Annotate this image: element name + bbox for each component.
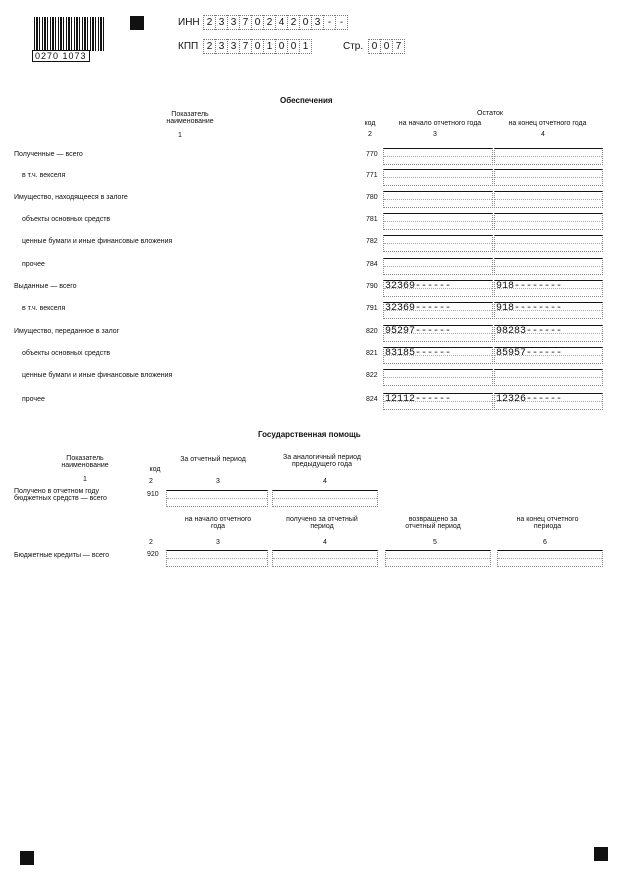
security-row-start-value: 32369------ (385, 303, 452, 314)
aid-col-b-num4: 4 (323, 539, 327, 546)
barcode-icon (34, 17, 106, 51)
aid-col-current-header: За отчетный период (180, 456, 246, 463)
section-title-state-aid: Государственная помощь (258, 430, 361, 439)
aid-col-b-start-header: на начало отчетного года (184, 516, 252, 530)
digit-cell[interactable]: 0 (275, 39, 287, 54)
inn-field (203, 15, 348, 30)
security-row-code: 824 (366, 396, 378, 403)
digit-cell[interactable]: - (335, 15, 348, 30)
digit-cell[interactable]: 4 (275, 15, 287, 30)
kpp-field (203, 39, 312, 54)
security-row-end-field[interactable] (494, 213, 603, 230)
digit-cell[interactable]: 2 (287, 15, 299, 30)
digit-cell[interactable]: 7 (392, 39, 405, 54)
digit-cell[interactable]: 3 (311, 15, 323, 30)
security-row-code: 781 (366, 216, 378, 223)
row-920-start-field[interactable] (166, 550, 268, 567)
security-row-code: 821 (366, 350, 378, 357)
security-row-label: ценные бумаги и иные финансовые вложения (22, 238, 173, 245)
row-920-received-field[interactable] (272, 550, 378, 567)
aid-col-b-received-header: получено за отчетный период (286, 516, 358, 530)
digit-cell[interactable]: 0 (251, 15, 263, 30)
inn-label: ИНН (178, 17, 200, 28)
aid-col-prev-header: За аналогичный период предыдущего года (283, 454, 361, 468)
security-row-start-field[interactable] (383, 148, 493, 165)
security-row-label: прочее (22, 261, 45, 268)
security-row-start-value: 95297------ (385, 326, 452, 337)
digit-cell[interactable]: 3 (215, 39, 227, 54)
aid-col-b-num3: 3 (216, 539, 220, 546)
row-910-code: 910 (147, 491, 159, 498)
col-indicator-header: Показатель наименование (166, 111, 214, 125)
digit-cell[interactable]: 7 (239, 15, 251, 30)
security-row-start-field[interactable] (383, 169, 493, 186)
corner-marker-icon (130, 16, 144, 30)
security-row-code: 822 (366, 372, 378, 379)
security-row-code: 771 (366, 172, 378, 179)
security-row-end-field[interactable] (494, 235, 603, 252)
kpp-label: КПП (178, 41, 199, 52)
col-code-num: 2 (368, 131, 372, 138)
security-row-label: объекты основных средств (22, 216, 111, 223)
row-910-label: Получено в отчетном году бюджетных средств — всего (14, 488, 107, 502)
security-row-end-field[interactable] (494, 369, 603, 386)
digit-cell[interactable]: 3 (227, 15, 239, 30)
security-row-label: Имущество, находящееся в залоге (14, 194, 128, 201)
digit-cell[interactable]: 2 (263, 15, 275, 30)
security-row-end-value: 98283------ (496, 326, 563, 337)
aid-col-b-num5: 5 (433, 539, 437, 546)
digit-cell[interactable]: 3 (215, 15, 227, 30)
aid-col-prev-num: 4 (323, 478, 327, 485)
digit-cell[interactable]: 1 (263, 39, 275, 54)
security-row-label: ценные бумаги и иные финансовые вложения (22, 372, 173, 379)
section-title-security: Обеспечения (280, 96, 333, 105)
page-number-field (368, 39, 405, 54)
security-row-code: 784 (366, 261, 378, 268)
digit-cell[interactable]: 0 (251, 39, 263, 54)
corner-marker-icon (594, 847, 608, 861)
aid-col-code-num: 2 (149, 478, 153, 485)
digit-cell[interactable]: 0 (368, 39, 380, 54)
col-end-num: 4 (541, 131, 545, 138)
security-row-label: в т.ч. векселя (22, 305, 66, 312)
security-row-start-field[interactable] (383, 191, 493, 208)
security-row-start-field[interactable] (383, 213, 493, 230)
aid-col-code-header: код (149, 466, 161, 473)
row-910-current-field[interactable] (166, 490, 268, 507)
row-910-prev-field[interactable] (272, 490, 378, 507)
col-start-num: 3 (433, 131, 437, 138)
digit-cell[interactable]: 0 (287, 39, 299, 54)
aid-col-b-end-header: на конец отчетного периода (516, 516, 579, 530)
digit-cell[interactable]: 0 (299, 15, 311, 30)
row-920-returned-field[interactable] (385, 550, 491, 567)
security-row-start-value: 83185------ (385, 348, 452, 359)
row-920-code: 920 (147, 551, 159, 558)
security-row-start-value: 12112------ (385, 394, 452, 405)
security-row-label: объекты основных средств (22, 350, 111, 357)
security-row-label: Выданные — всего (14, 283, 77, 290)
page-label: Стр. (343, 41, 364, 52)
security-row-end-value: 85957------ (496, 348, 563, 359)
digit-cell[interactable]: 3 (227, 39, 239, 54)
aid-col-current-num: 3 (216, 478, 220, 485)
col-code-header: код (364, 120, 376, 127)
digit-cell[interactable]: 1 (299, 39, 312, 54)
security-row-end-field[interactable] (494, 191, 603, 208)
corner-marker-icon (20, 851, 34, 865)
row-920-label: Бюджетные кредиты — всего (14, 552, 110, 559)
security-row-code: 790 (366, 283, 378, 290)
digit-cell[interactable]: 0 (380, 39, 392, 54)
aid-col-b-returned-header: возвращено за отчетный период (405, 516, 461, 530)
col-end-header: на конец отчетного года (508, 120, 587, 127)
aid-col-b-num6: 6 (543, 539, 547, 546)
digit-cell[interactable]: 2 (203, 15, 215, 30)
security-row-code: 780 (366, 194, 378, 201)
security-row-code: 770 (366, 151, 378, 158)
digit-cell[interactable]: 2 (203, 39, 215, 54)
security-row-start-value: 32369------ (385, 281, 452, 292)
aid-col-indicator-header: Показатель наименование (61, 455, 109, 469)
security-row-end-field[interactable] (494, 148, 603, 165)
digit-cell[interactable]: 7 (239, 39, 251, 54)
security-row-end-field[interactable] (494, 258, 603, 275)
security-row-end-value: 12326------ (496, 394, 563, 405)
security-row-code: 782 (366, 238, 378, 245)
col-balance-header: Остаток (477, 110, 503, 117)
security-row-end-field[interactable] (494, 169, 603, 186)
barcode-number: 0270 1073 (32, 50, 90, 62)
digit-cell[interactable]: - (323, 15, 335, 30)
security-row-end-value: 918-------- (496, 303, 563, 314)
security-row-label: в т.ч. векселя (22, 172, 66, 179)
security-row-start-field[interactable] (383, 258, 493, 275)
security-row-label: Имущество, переданное в залог (14, 328, 120, 335)
col-indicator-num: 1 (178, 132, 182, 139)
security-row-code: 820 (366, 328, 378, 335)
security-row-end-value: 918-------- (496, 281, 563, 292)
security-row-start-field[interactable] (383, 369, 493, 386)
col-start-header: на начало отчетного года (398, 120, 482, 127)
aid-col-b-num2: 2 (149, 539, 153, 546)
security-row-code: 791 (366, 305, 378, 312)
security-row-label: Полученные — всего (14, 151, 83, 158)
security-row-start-field[interactable] (383, 235, 493, 252)
aid-col-indicator-num: 1 (83, 476, 87, 483)
row-920-end-field[interactable] (497, 550, 603, 567)
security-row-label: прочее (22, 396, 45, 403)
